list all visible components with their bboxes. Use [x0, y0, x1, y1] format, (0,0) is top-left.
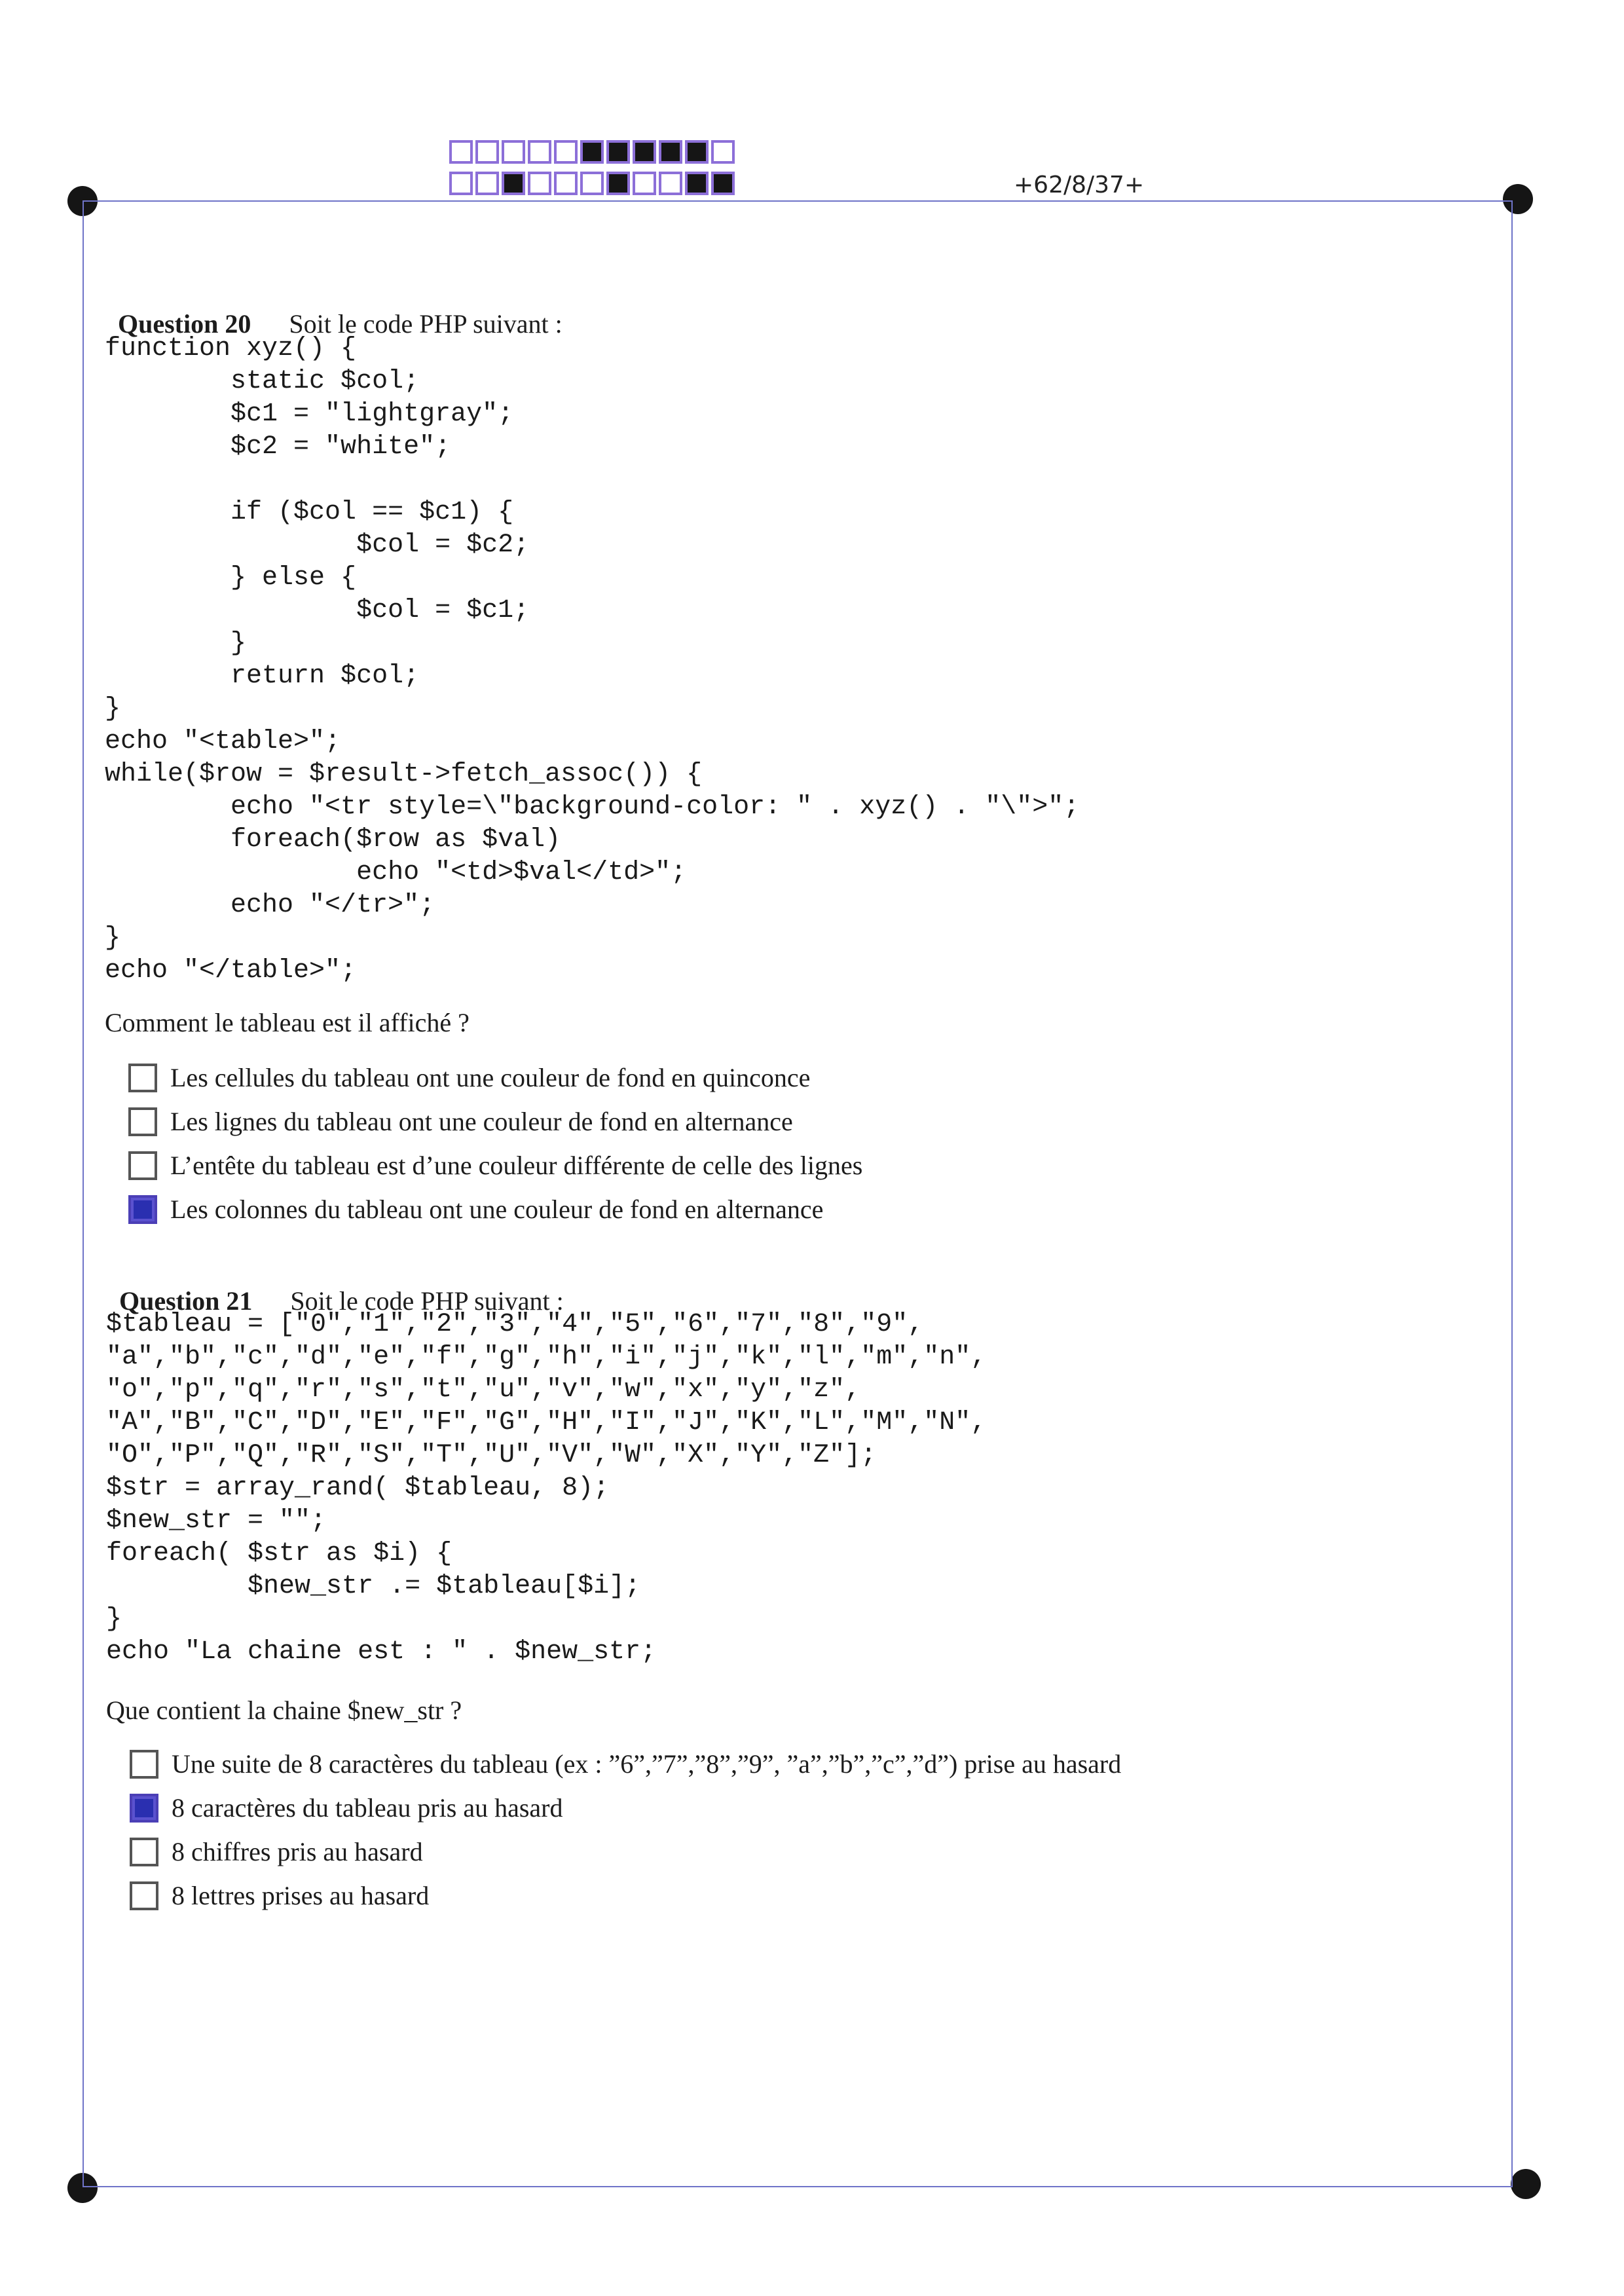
registration-mark-bottom-right [1511, 2169, 1541, 2199]
sheet-identifier: +62/8/37+ [1014, 172, 1145, 198]
barcode-cell [633, 172, 656, 195]
answer-checkbox[interactable] [130, 1881, 158, 1910]
barcode-cell [580, 172, 604, 195]
answer-label: Une suite de 8 caractères du tableau (ex : ”6”,”7”,”8”,”9”, ”a”,”b”,”c”,”d”) prise au hasard [172, 1749, 1122, 1779]
answer-checkbox[interactable] [130, 1838, 158, 1866]
answer-option[interactable] [130, 1786, 1121, 1830]
answer-option[interactable] [130, 1874, 1121, 1917]
answer-label: Les colonnes du tableau ont une couleur de fond en alternance [170, 1194, 824, 1224]
barcode-row-top [449, 140, 737, 164]
barcode-cell [528, 140, 551, 164]
question-intro: Soit le code PHP suivant : [289, 309, 563, 339]
answer-label: 8 caractères du tableau pris au hasard [172, 1793, 563, 1823]
barcode-cell [685, 140, 709, 164]
barcode-cell [502, 140, 525, 164]
answer-option[interactable] [130, 1742, 1121, 1786]
barcode-cell [554, 172, 578, 195]
question-21-answers [130, 1742, 1121, 1917]
answer-checkbox[interactable] [128, 1064, 157, 1092]
answer-label: 8 chiffres pris au hasard [172, 1837, 423, 1866]
barcode-cell [685, 172, 709, 195]
answer-checkbox[interactable] [128, 1195, 157, 1224]
question-20-prompt: Comment le tableau est il affiché ? [105, 1008, 470, 1037]
answer-label: Les lignes du tableau ont une couleur de fond en alternance [170, 1107, 793, 1136]
answer-checkbox[interactable] [130, 1794, 158, 1823]
question-20-answers [128, 1056, 862, 1231]
barcode-cell [659, 172, 682, 195]
barcode-cell [659, 140, 682, 164]
barcode-cell [633, 140, 656, 164]
answer-option[interactable] [128, 1143, 862, 1187]
question-21-prompt: Que contient la chaine $new_str ? [106, 1695, 462, 1725]
answer-option[interactable] [128, 1187, 862, 1231]
barcode-cell [502, 172, 525, 195]
answer-label: L’entête du tableau est d’une couleur différente de celle des lignes [170, 1151, 863, 1180]
barcode-cell [711, 140, 735, 164]
answer-label: 8 lettres prises au hasard [172, 1881, 430, 1910]
barcode-cell [449, 172, 473, 195]
barcode-cell [606, 140, 630, 164]
question-number: Question 21 [119, 1286, 253, 1316]
barcode-cell [528, 172, 551, 195]
answer-label: Les cellules du tableau ont une couleur de fond en quinconce [170, 1063, 811, 1092]
answer-option[interactable] [128, 1100, 862, 1143]
barcode-cell [580, 140, 604, 164]
barcode-row-bottom [449, 172, 737, 195]
answer-option[interactable] [130, 1830, 1121, 1874]
answer-option[interactable] [128, 1056, 862, 1100]
barcode-cell [711, 172, 735, 195]
question-number: Question 20 [118, 309, 251, 339]
question-20-heading [105, 278, 563, 339]
answer-checkbox[interactable] [128, 1151, 157, 1180]
barcode-cell [554, 140, 578, 164]
barcode-cell [606, 172, 630, 195]
barcode-cell [475, 140, 499, 164]
question-intro: Soit le code PHP suivant : [290, 1286, 564, 1316]
question-21-heading [106, 1255, 564, 1316]
barcode-cell [449, 140, 473, 164]
question-21-code: $tableau = ["0","1","2","3","4","5","6","7","8","9", "a","b","c","d","e","f","g","h","i","j","k","l","m","n", "o","p","q","r","s","t","u","v","w","x","y","z", "A","B","C","D","E","F","G","H","I","J","K","L","M","N", "O","P","Q","R","S","T","U","V","W","X","Y","Z"]; $str = array_rand( $tableau, 8); $new_str = ""; foreach( $str as $i) { $new_str .= $tableau[$i]; } echo "La chaine est : " . $new_str; [106, 1310, 987, 1667]
answer-checkbox[interactable] [128, 1107, 157, 1136]
question-20-code: function xyz() { static $col; $c1 = "lightgray"; $c2 = "white"; if ($col == $c1) { $col = $c2; } else { $col = $c1; } return $col; } echo "<table>"; while($row = $result->fetch_assoc()) { echo "<tr style=\"background-color: " . xyz() . "\">"; foreach($row as $val) echo "<td>$val</td>"; echo "</tr>"; } echo "</table>"; [105, 334, 1080, 986]
barcode-cell [475, 172, 499, 195]
answer-checkbox[interactable] [130, 1750, 158, 1779]
